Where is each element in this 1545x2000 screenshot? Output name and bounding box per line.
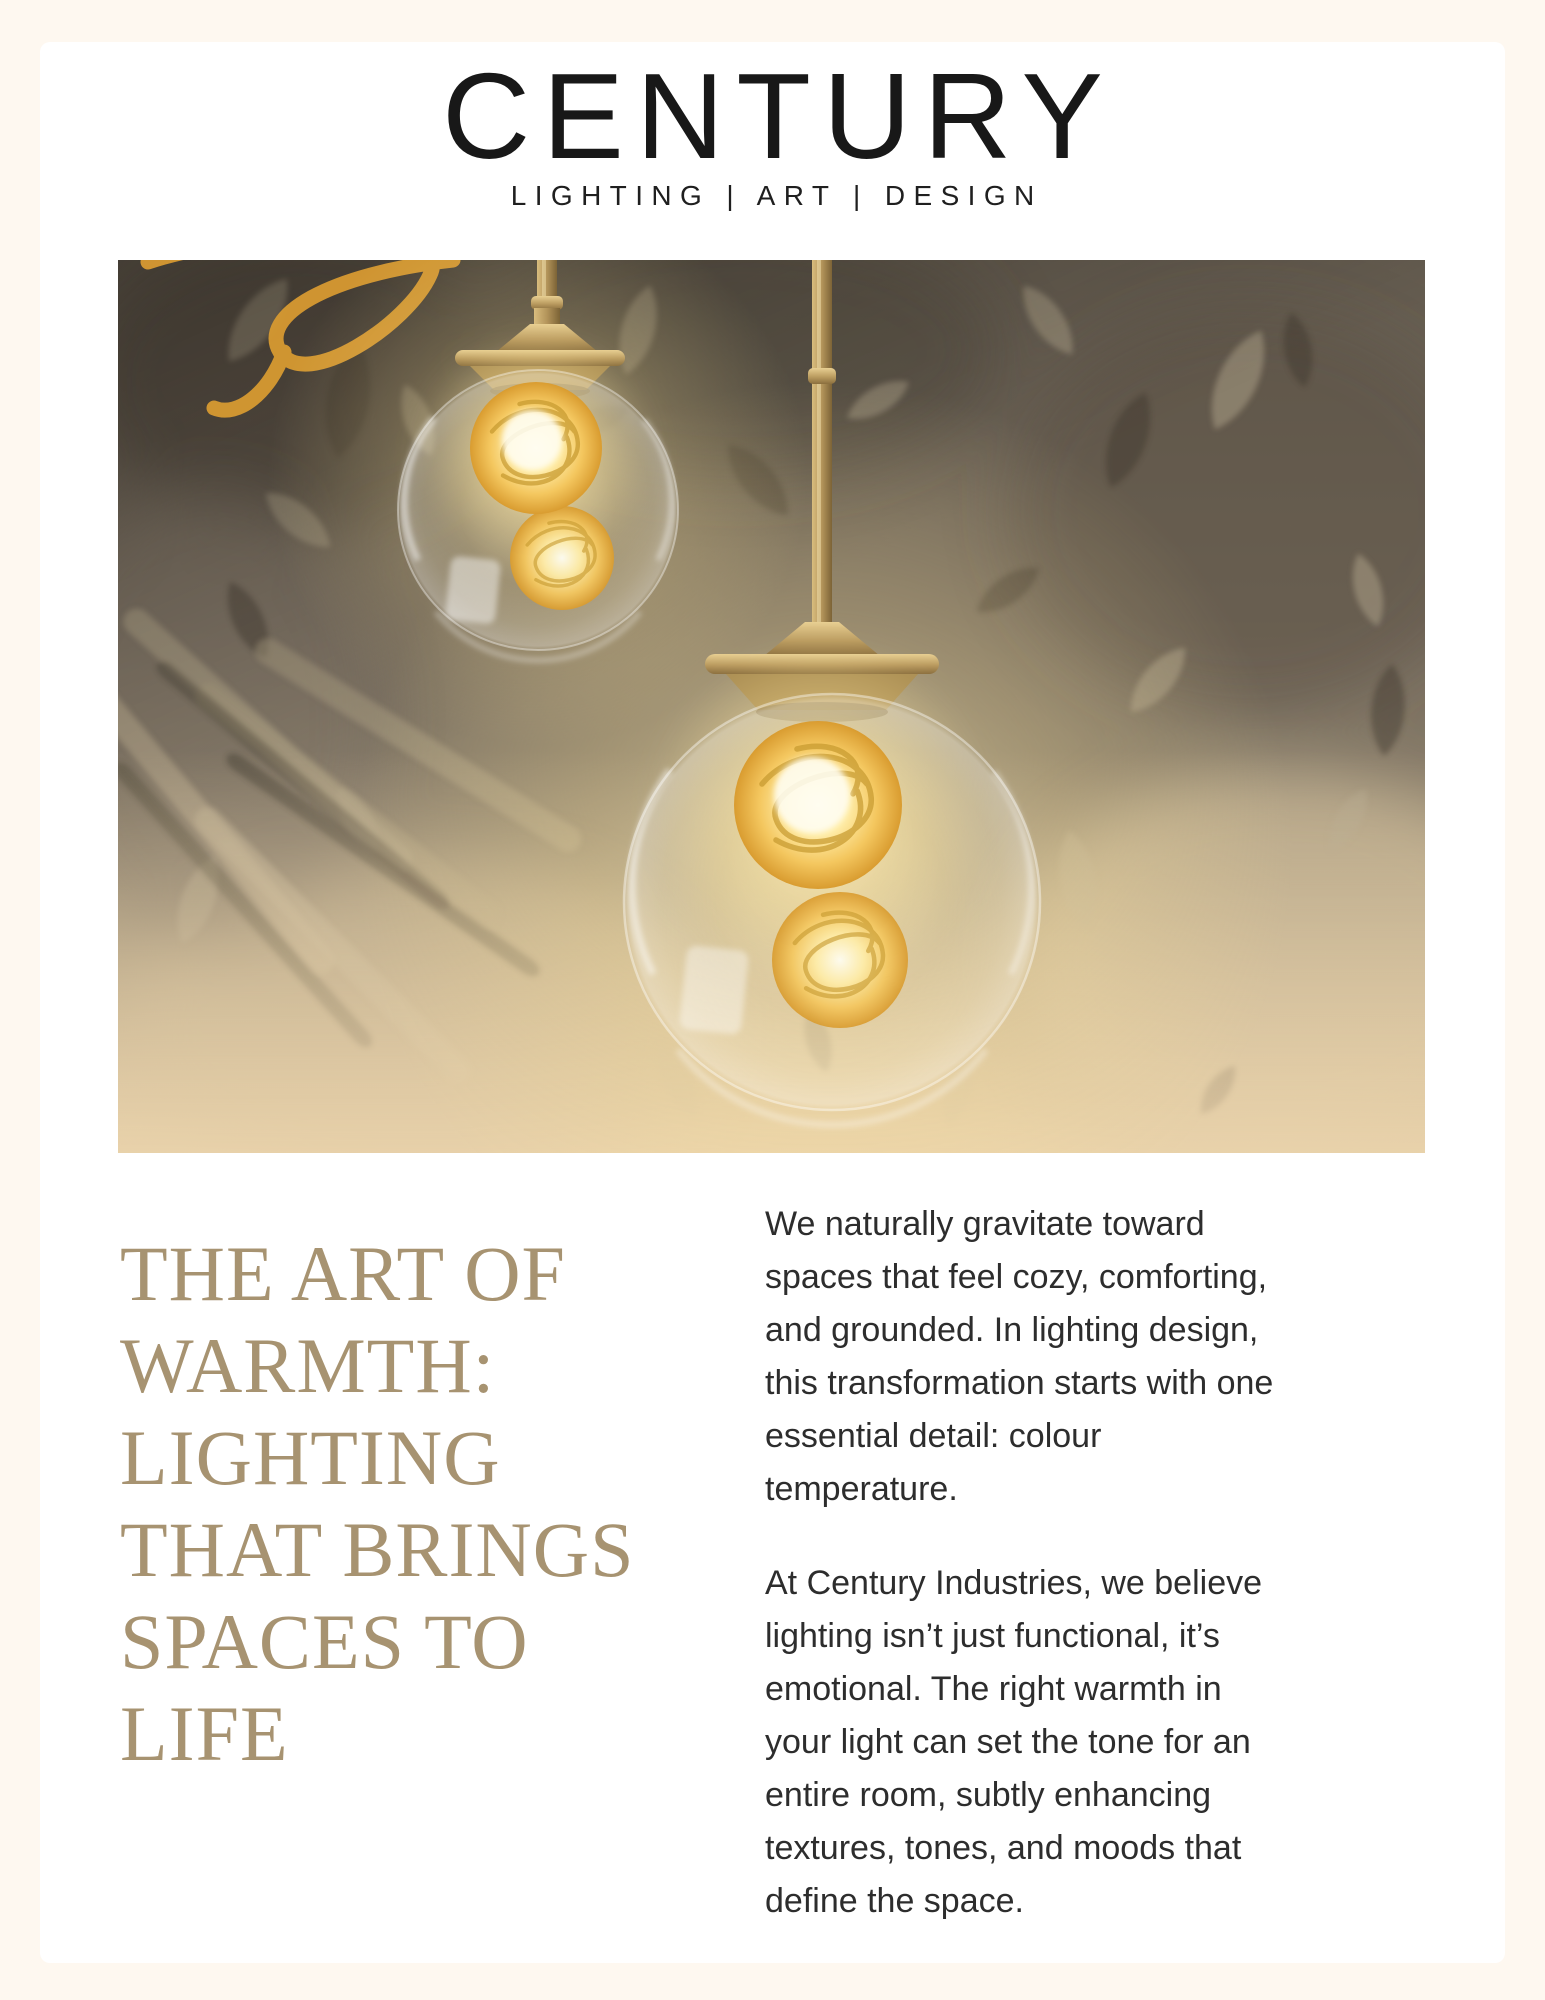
paragraph-line: emotional. The right warmth in [765,1670,1222,1708]
paragraph-line: define the space. [765,1882,1024,1920]
brand-logo: CENTURY [442,48,1116,184]
paragraph-line: essential detail: colour [765,1417,1102,1455]
brand-header [40,42,1505,212]
hero-photo-illustration [118,260,1425,1153]
brand-tagline: LIGHTING | ART | DESIGN [510,180,1043,212]
newsletter-page [40,42,1505,1963]
paragraph-line: textures, tones, and moods that [765,1829,1242,1867]
headline-line: SPACES TO [120,1598,529,1685]
article-body [765,1198,1470,1928]
paragraph-line: spaces that feel cozy, comforting, [765,1258,1268,1296]
paragraph-line: and grounded. In lighting design, [765,1311,1259,1349]
article-headline [120,1228,765,1780]
headline-line: LIGHTING [120,1414,501,1501]
hero-photo [118,260,1425,1153]
paragraph-line: lighting isn’t just functional, it’s [765,1617,1220,1655]
paragraph-line: temperature. [765,1470,958,1508]
paragraph-line: your light can set the tone for an [765,1723,1251,1761]
paragraph-line: At Century Industries, we believe [765,1564,1263,1602]
headline-line: LIFE [120,1690,289,1777]
paragraph-line: We naturally gravitate toward [765,1205,1205,1243]
paragraph-line: entire room, subtly enhancing [765,1776,1212,1814]
body-paragraph [765,1557,1470,1928]
headline-line: THE ART OF [120,1230,566,1317]
paragraph-line: this transformation starts with one [765,1364,1274,1402]
body-paragraph [765,1198,1470,1516]
headline-line: WARMTH: [120,1322,496,1409]
headline-line: THAT BRINGS [120,1506,635,1593]
